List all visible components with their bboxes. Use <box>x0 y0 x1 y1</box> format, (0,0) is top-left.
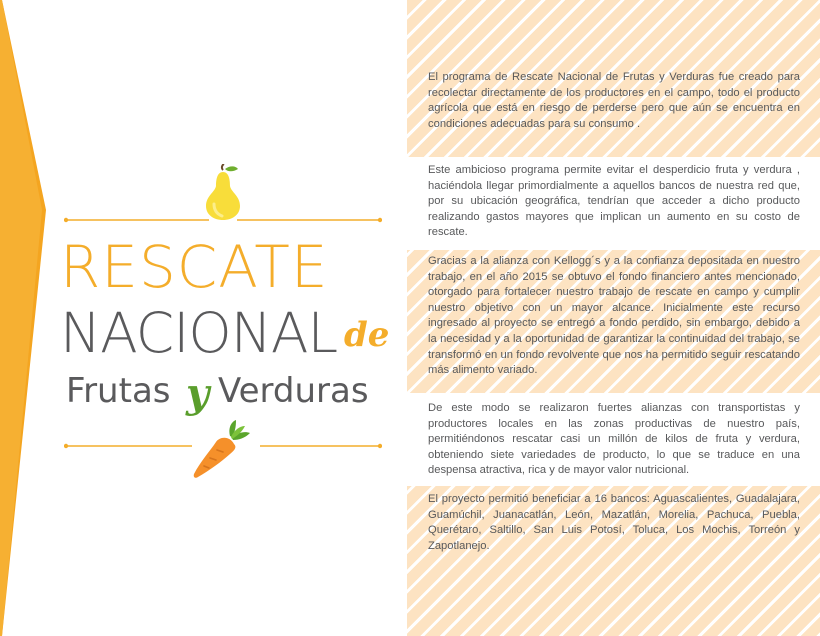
title-y: y <box>186 370 210 417</box>
title-block <box>52 160 392 490</box>
paragraph-4: De este modo se realizaron fuertes alianzas con transportistas y productores locales en las zonas productivas de nuestro país, permitiéndonos rescatar casi un millón de kilos de fruta y verdura, obteniendo siete variedades de producto, lo que se traduce en una despensa atractiva, rica y de mayor valor nutricional. <box>428 402 800 477</box>
paragraph-2: Este ambicioso programa permite evitar el desperdicio fruta y verdura , haciéndola llegar primordialmente a aquellos bancos de nuestra red que, por su ubicación geográfica, tendrían que acceder a dicho producto realizando gastos mayores que implican un aumento en su costo de rescate. <box>428 164 800 239</box>
carrot-icon <box>190 418 252 480</box>
title-nacional: NACIONAL <box>60 301 338 365</box>
pear-icon <box>202 164 244 220</box>
title-rescate: RESCATE <box>60 233 329 301</box>
title-divider-top <box>64 216 382 224</box>
orange-side-tab <box>0 0 46 636</box>
title-de: de <box>344 315 390 355</box>
paragraph-1: El programa de Rescate Nacional de Frutas y Verduras fue creado para recolectar directamente de los productores en el campo, todo el producto agrícola que está en riesgo de perderse pero que aún se encuentra en condiciones adecuadas para su consumo . <box>428 71 800 130</box>
title-verduras: Verduras <box>218 371 369 411</box>
paragraph-5: El proyecto permitió beneficiar a 16 bancos: Aguascalientes, Guadalajara, Guamúchil, Juanacatlán, León, Mazatlán, Morelia, Pachuca, Puebla, Querétaro, Saltillo, San Luis Potosí, Toluca, Los Mochis, Torreón y Zapotlanejo. <box>428 493 800 552</box>
paragraph-3: Gracias a la alianza con Kellogg´s y a la confianza depositada en nuestro trabajo, en el año 2015 se obtuvo el fondo financiero antes mencionado, otorgado para fortalecer nuestro trabajo de rescate en campo y cumplir nuestro objetivo con un mayor alcance. Inicialmente este recurso ingresado al proyecto se entregó a fondo perdido, sin embargo, debido a la necesidad y a la oportunidad de garantizar la continuidad del trabajo, se transformó en un fondo revolvente que nos ha permitido seguir rescatando más alimento variado. <box>428 255 800 377</box>
title-frutas: Frutas <box>66 371 171 411</box>
